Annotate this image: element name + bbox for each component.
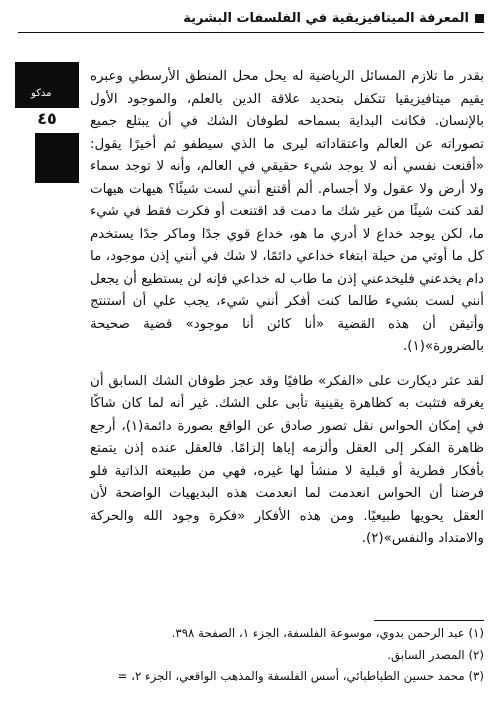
square-bullet-icon	[475, 14, 484, 23]
running-header	[20, 6, 484, 30]
footnote-2: (٢) المصدر السابق.	[387, 647, 484, 662]
header-title: المعرفة الميتافيزيقية في الفلسفات البشرية	[183, 10, 469, 26]
page-number: ٤٥	[37, 109, 57, 128]
paragraph-1: بقدر ما تلازم المسائل الرياضية له يحل محل المنطق الأرسطي وعبره يقيم ميتافيزيقيا تتكفل بتحديد علاقة الدين بالعلم، والموجود الأول بالإنسان. فكانت البداية بسماحه لطوفان الشك في أن يبتلع جميع تصوراته عن العالم واعتقاداته ليرى ما الذي سيطفو ثم أخيرًا يقول: «أقنعت نفسي أنه لا يوجد شيء حقيقي في العالم، وأنه لا توجد سماء ولا أرض ولا عقول ولا أجسام. ألم أقتنع أنني لست شيئًا؟ هيهات هيهات لقد كنت شيئًا من غير شك ما دمت قد اقتنعت أو فكرت فقط في شيء ما، لكن يوجد خداع لا أدري ما هو، خداع قوي جدًا وماكر جدًا يستخدم كل ما أوتي من حيلة ابتغاء خداعي دائمًا، لا شك في أنني إذن موجود، ما دام يخدعني فليخدعني إذن ما طاب له خداعي فإنه لن يستطيع أن يجعل أنني لست بشيء طالما كنت أفكر أنني شيء، يجب علي أن أستنتج وأتيقن أن هذه القضية «أنا كائن أنا موجود» قضية صحيحة بالضرورة»(١).	[90, 69, 484, 354]
header-rule	[18, 32, 484, 33]
side-tab-marker	[35, 133, 79, 183]
footnotes	[20, 623, 484, 688]
side-tab-block	[15, 62, 79, 108]
footnote-rule	[374, 620, 484, 621]
paragraph-2: لقد عثر ديكارت على «الفكر» طافيًا وقد عجز طوفان الشك السابق أن يغرقه فتثبت به كظاهرة يقينية تأبى على الشك. غير أنه لما كان شاكًا في إمكان الحواس نقل تصور صادق عن الواقع بصورة دائمة(١)، أرجع ظاهرة الفكر إلى العقل وألزمه إياها إلزامًا. فالعقل عنده إذن يتمتع بأفكار فطرية أو قبلية لا منشأ لها غيره، فهي من طبيعته الذاتية فلو فرضنا أن الحواس انعدمت لما انعدمت هذه البديهيات الواضحة لأن العقل يحويها طبيعيًا. ومن هذه الأفكار «فكرة وجود الله والحركة والامتداد والنفس»(٢).	[90, 373, 484, 546]
footnote-3: (٣) محمد حسين الطباطبائي، أسس الفلسفة والمذهب الواقعي، الجزء ٢، =	[117, 669, 484, 683]
main-text	[90, 66, 484, 551]
footnote-1: (١) عبد الرحمن بدوي، موسوعة الفلسفة، الجزء ١، الصفحة ٣٩٨.	[171, 626, 484, 640]
side-tab-label: مدكو	[31, 88, 52, 99]
side-tab	[15, 62, 79, 183]
